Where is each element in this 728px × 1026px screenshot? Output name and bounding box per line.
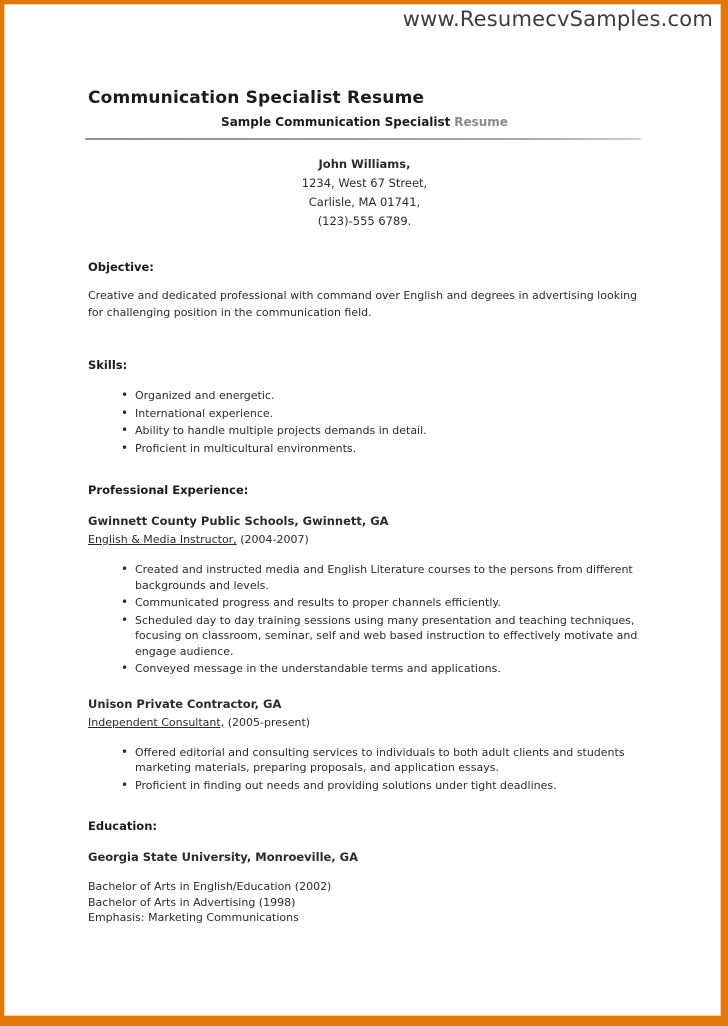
list-item — [88, 595, 641, 611]
contact-address-line2: Carlisle, MA 01741, — [308, 195, 421, 209]
objective-heading: Objective: — [88, 260, 154, 274]
list-item — [88, 423, 641, 439]
experience-job — [88, 697, 641, 794]
job-role: English & Media Instructor, — [88, 533, 237, 546]
degree-line: Emphasis: Marketing Communications — [88, 911, 299, 924]
list-item — [88, 661, 641, 677]
job-role-line — [88, 532, 641, 547]
subtitle-bold: Sample Communication Specialist — [221, 115, 451, 129]
job-bullet-text: Conveyed message in the understandable terms and applications. — [135, 662, 501, 675]
page-subtitle — [88, 115, 641, 130]
subtitle-light: Resume — [454, 115, 508, 129]
list-item — [88, 441, 641, 457]
bullet-icon: • — [121, 405, 129, 420]
job-bullet-text: Communicated progress and results to proper channels efficiently. — [135, 596, 501, 609]
job-dates: (2004-2007) — [240, 533, 309, 546]
job-bullet-text: Proficient in finding out needs and providing solutions under tight deadlines. — [135, 778, 557, 792]
job-bullet-list — [88, 745, 641, 794]
job-role: Independent Consultant, — [88, 715, 225, 729]
bullet-icon: • — [121, 562, 129, 576]
site-url: www.ResumecvSamples.com — [402, 7, 713, 31]
bullet-icon: • — [121, 423, 129, 437]
list-item — [88, 388, 641, 404]
contact-block — [88, 155, 641, 231]
job-employer: Unison Private Contractor, GA — [88, 696, 282, 711]
resume-document — [4, 4, 721, 926]
bullet-icon: • — [121, 612, 129, 627]
education-heading: Education: — [88, 819, 157, 833]
bullet-icon: • — [121, 777, 129, 792]
contact-phone: (123)-555 6789. — [317, 214, 412, 228]
job-bullet-text: Created and instructed media and English Literature courses to the persons from different backgrounds and levels. — [135, 563, 633, 592]
skills-heading: Skills: — [88, 358, 128, 372]
list-item — [88, 613, 641, 660]
bullet-icon: • — [121, 744, 129, 759]
skill-item-text: Organized and energetic. — [135, 389, 275, 402]
list-item — [88, 778, 641, 794]
education-degrees — [88, 879, 641, 926]
page-title: Communication Specialist Resume — [88, 88, 425, 108]
contact-address-line1: 1234, West 67 Street, — [301, 176, 428, 190]
education-school: Georgia State University, Monroeville, GA — [88, 850, 359, 864]
job-bullet-text: Scheduled day to day training sessions using many presentation and teaching techniques, focusing on classroom, seminar, self and web based instruction to effectively motivate and engage audience. — [135, 613, 638, 658]
objective-text: Creative and dedicated professional with command over English and degrees in advertising looking for challenging position in the communication field. — [88, 289, 638, 319]
bullet-icon: • — [121, 661, 129, 675]
header-divider — [85, 138, 641, 140]
skill-item-text: International experience. — [135, 406, 274, 420]
contact-name: John Williams, — [318, 157, 411, 171]
experience-heading: Professional Experience: — [88, 483, 249, 497]
bullet-icon: • — [121, 388, 129, 402]
job-bullet-text: Offered editorial and consulting services to individuals to both adult clients and students marketing materials, preparing proposals, and application essays. — [135, 745, 625, 774]
list-item — [88, 406, 641, 422]
skill-item-text: Proficient in multicultural environments. — [135, 441, 357, 455]
skills-list — [88, 388, 641, 456]
skill-item-text: Ability to handle multiple projects demands in detail. — [135, 424, 427, 437]
list-item — [88, 745, 641, 776]
degree-line: Bachelor of Arts in English/Education (2002) — [88, 880, 332, 893]
bullet-icon: • — [121, 595, 129, 609]
job-role-line — [88, 715, 641, 730]
degree-line: Bachelor of Arts in Advertising (1998) — [88, 895, 296, 909]
list-item — [88, 562, 641, 593]
experience-job — [88, 514, 641, 677]
job-bullet-list — [88, 562, 641, 677]
job-employer: Gwinnett County Public Schools, Gwinnett, GA — [88, 514, 389, 528]
bullet-icon: • — [121, 440, 129, 455]
job-dates: (2005-present) — [227, 715, 311, 729]
